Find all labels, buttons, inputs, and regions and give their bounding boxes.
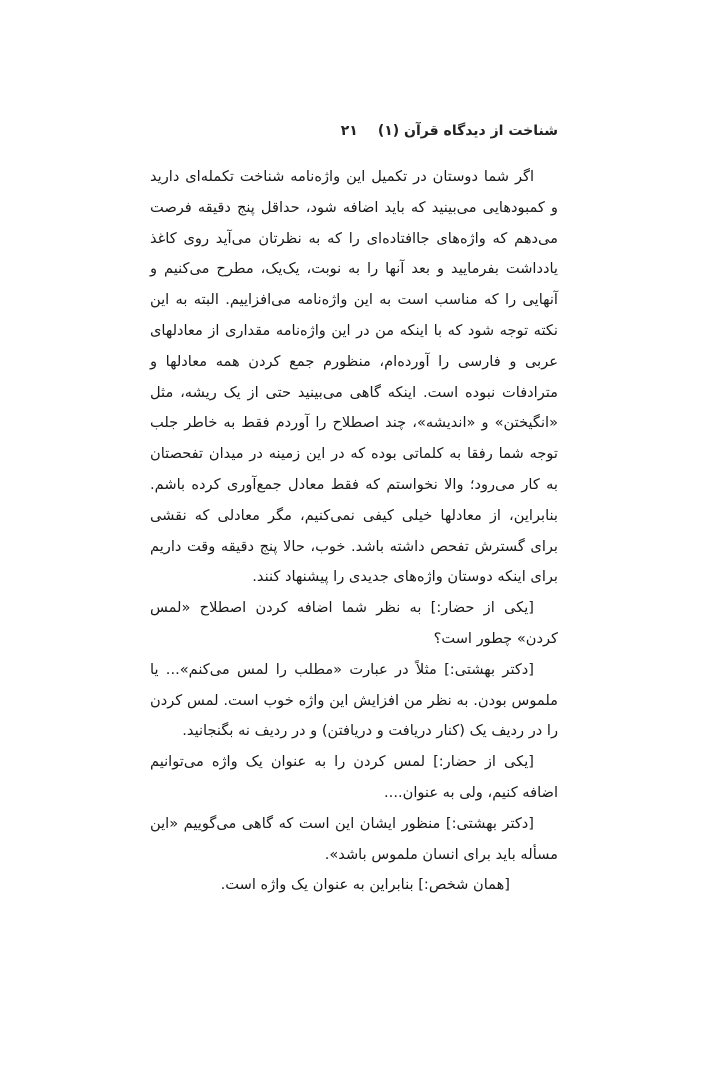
paragraph-beheshti-clarification: [دکتر بهشتی:] منظور ایشان این است که گاهی می‌گوییم «این مسأله باید برای انسان ملموس باشد». xyxy=(150,814,558,863)
paragraph-intro: اگر شما دوستان در تکمیل این واژه‌نامه شناخت تکمله‌ای دارید و کمبودهایی می‌بینید که باید اضافه شود، حداقل پنج دقیقه فرصت می‌دهم که واژه‌های جاافتاده‌ای را که به نظرتان می‌آید روی کاغذ یادداشت بفرمایید و بعد آنها را به نوبت، یک‌یک، مطرح می‌کنیم و آنهایی را که مناسب است به این واژه‌نامه می‌افزاییم. البته به این نکته توجه شود که با اینکه من در این واژه‌نامه مقداری از معادلهای عربی و فارسی را آورده‌ام، منظورم جمع کردن همه معادلها و مترادفات نبوده است. اینکه گاهی می‌بینید حتی از یک ریشه، مثل «انگیختن» و «اندیشه»، چند اصطلاح را آوردم فقط به خاطر جلب توجه شما رفقا به کلماتی بوده که در این زمینه در میدان تفحصتان به کار می‌رود؛ والا نخواستم که فقط معادل جمع‌آوری کرده باشم. بنابراین، از معادلها خیلی کیفی نمی‌کنیم، مگر معادلی که نقشی برای گسترش تفحص داشته باشد. خوب، حالا پنج دقیقه وقت داریم برای اینکه دوستان واژه‌های جدیدی را پیشنهاد کنند. xyxy=(150,168,558,586)
paragraph-beheshti-answer: [دکتر بهشتی:] مثلاً در عبارت «مطلب را لمس می‌کنم»... یا ملموس بودن. به نظر من افزایش این واژه خوب است. لمس کردن را در ردیف یک (کنار دریافت و دریافتن) و در ردیف نه بگنجانید. xyxy=(150,660,558,740)
paragraph-audience-question: [یکی از حضار:] به نظر شما اضافه کردن اصطلاح «لمس کردن» چطور است؟ xyxy=(150,599,558,647)
body-text xyxy=(150,162,558,901)
running-header xyxy=(150,118,558,144)
chapter-title: شناخت از دیدگاه قرآن (۱) xyxy=(377,123,558,139)
page-number: ۲۱ xyxy=(340,123,358,139)
paragraph-same-person: [همان شخص:] بنابراین به عنوان یک واژه است. xyxy=(220,876,510,894)
paragraph-audience-remark: [یکی از حضار:] لمس کردن را به عنوان یک واژه می‌توانیم اضافه کنیم، ولی به عنوان.... xyxy=(150,753,558,801)
